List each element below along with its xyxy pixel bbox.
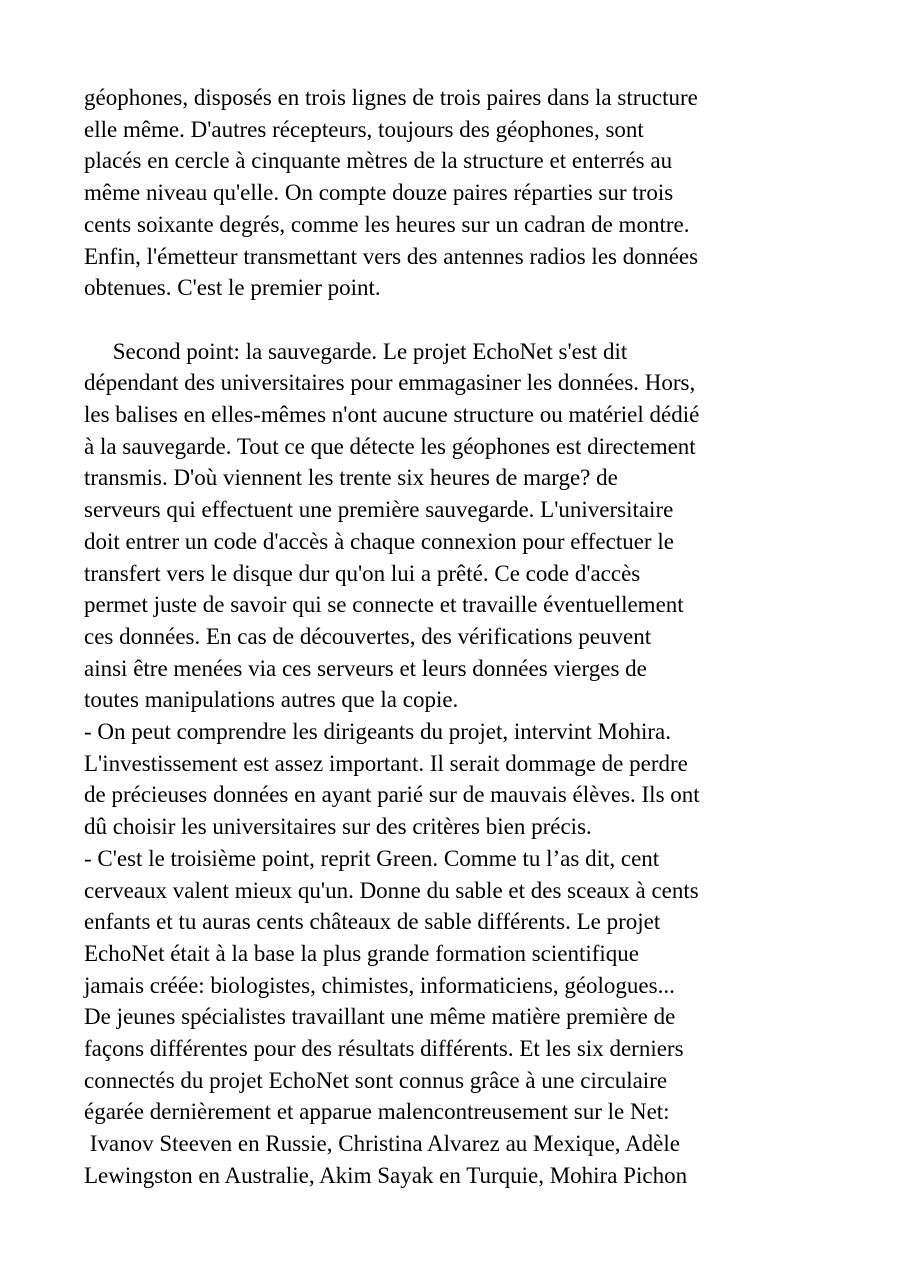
text-line: Ivanov Steeven en Russie, Christina Alvarez au Mexique, Adèle: [84, 1131, 680, 1157]
text-line: Second point: la sauvegarde. Le projet EchoNet s'est dit: [84, 338, 628, 364]
text-line: obtenues. C'est le premier point.: [84, 275, 381, 301]
text-line: EchoNet était à la base la plus grande formation scientifique: [84, 940, 639, 966]
text-line: ainsi être menées via ces serveurs et leurs données vierges de: [84, 655, 647, 681]
text-line: Enfin, l'émetteur transmettant vers des antennes radios les données: [84, 243, 699, 269]
text-line: géophones, disposés en trois lignes de trois paires dans la structure: [84, 85, 698, 110]
text-line: égarée dernièrement et apparue malencontreusement sur le Net:: [84, 1099, 670, 1125]
text-line: dépendant des universitaires pour emmagasiner les données. Hors,: [84, 370, 696, 396]
text-line: L'investissement est assez important. Il serait dommage de perdre: [84, 750, 688, 776]
text-line: jamais créée: biologistes, chimistes, informaticiens, géologues...: [84, 972, 675, 998]
text-line: même niveau qu'elle. On compte douze paires réparties sur trois: [84, 180, 674, 206]
text-line: transmis. D'où viennent les trente six heures de marge? de: [84, 465, 618, 491]
text-line: - C'est le troisième point, reprit Green. Comme tu l’as dit, cent: [84, 845, 660, 871]
text-line: de précieuses données en ayant parié sur de mauvais élèves. Ils ont: [84, 782, 700, 808]
text-line: à la sauvegarde. Tout ce que détecte les géophones est directement: [84, 433, 696, 459]
text-line: Lewingston en Australie, Akim Sayak en Turquie, Mohira Pichon: [84, 1162, 688, 1188]
text-line: [84, 304, 844, 336]
text-line: doit entrer un code d'accès à chaque connexion pour effectuer le: [84, 528, 674, 554]
text-line: placés en cercle à cinquante mètres de la structure et enterrés au: [84, 148, 673, 174]
text-line: permet juste de savoir qui se connecte et travaille éventuellement: [84, 592, 684, 618]
text-line: cents soixante degrés, comme les heures sur un cadran de montre.: [84, 211, 690, 237]
text-line: cerveaux valent mieux qu'un. Donne du sable et des sceaux à cents: [84, 877, 699, 903]
text-line: De jeunes spécialistes travaillant une même matière première de: [84, 1004, 676, 1030]
text-line: les balises en elles-mêmes n'ont aucune structure ou matériel dédié: [84, 402, 700, 428]
text-line: serveurs qui effectuent une première sauvegarde. L'universitaire: [84, 497, 674, 523]
text-line: connectés du projet EchoNet sont connus grâce à une circulaire: [84, 1067, 668, 1093]
text-line: - On peut comprendre les dirigeants du projet, intervint Mohira.: [84, 719, 671, 745]
text-line: enfants et tu auras cents châteaux de sable différents. Le projet: [84, 909, 661, 935]
text-line: dû choisir les universitaires sur des critères bien précis.: [84, 814, 592, 840]
text-line: façons différentes pour des résultats différents. Et les six derniers: [84, 1036, 684, 1062]
text-line: ces données. En cas de découvertes, des vérifications peuvent: [84, 623, 652, 649]
text-line: transfert vers le disque dur qu'on lui a prêté. Ce code d'accès: [84, 560, 641, 586]
page-text: [84, 82, 844, 1192]
text-line: toutes manipulations autres que la copie.: [84, 687, 459, 713]
text-line: elle même. D'autres récepteurs, toujours des géophones, sont: [84, 116, 644, 142]
